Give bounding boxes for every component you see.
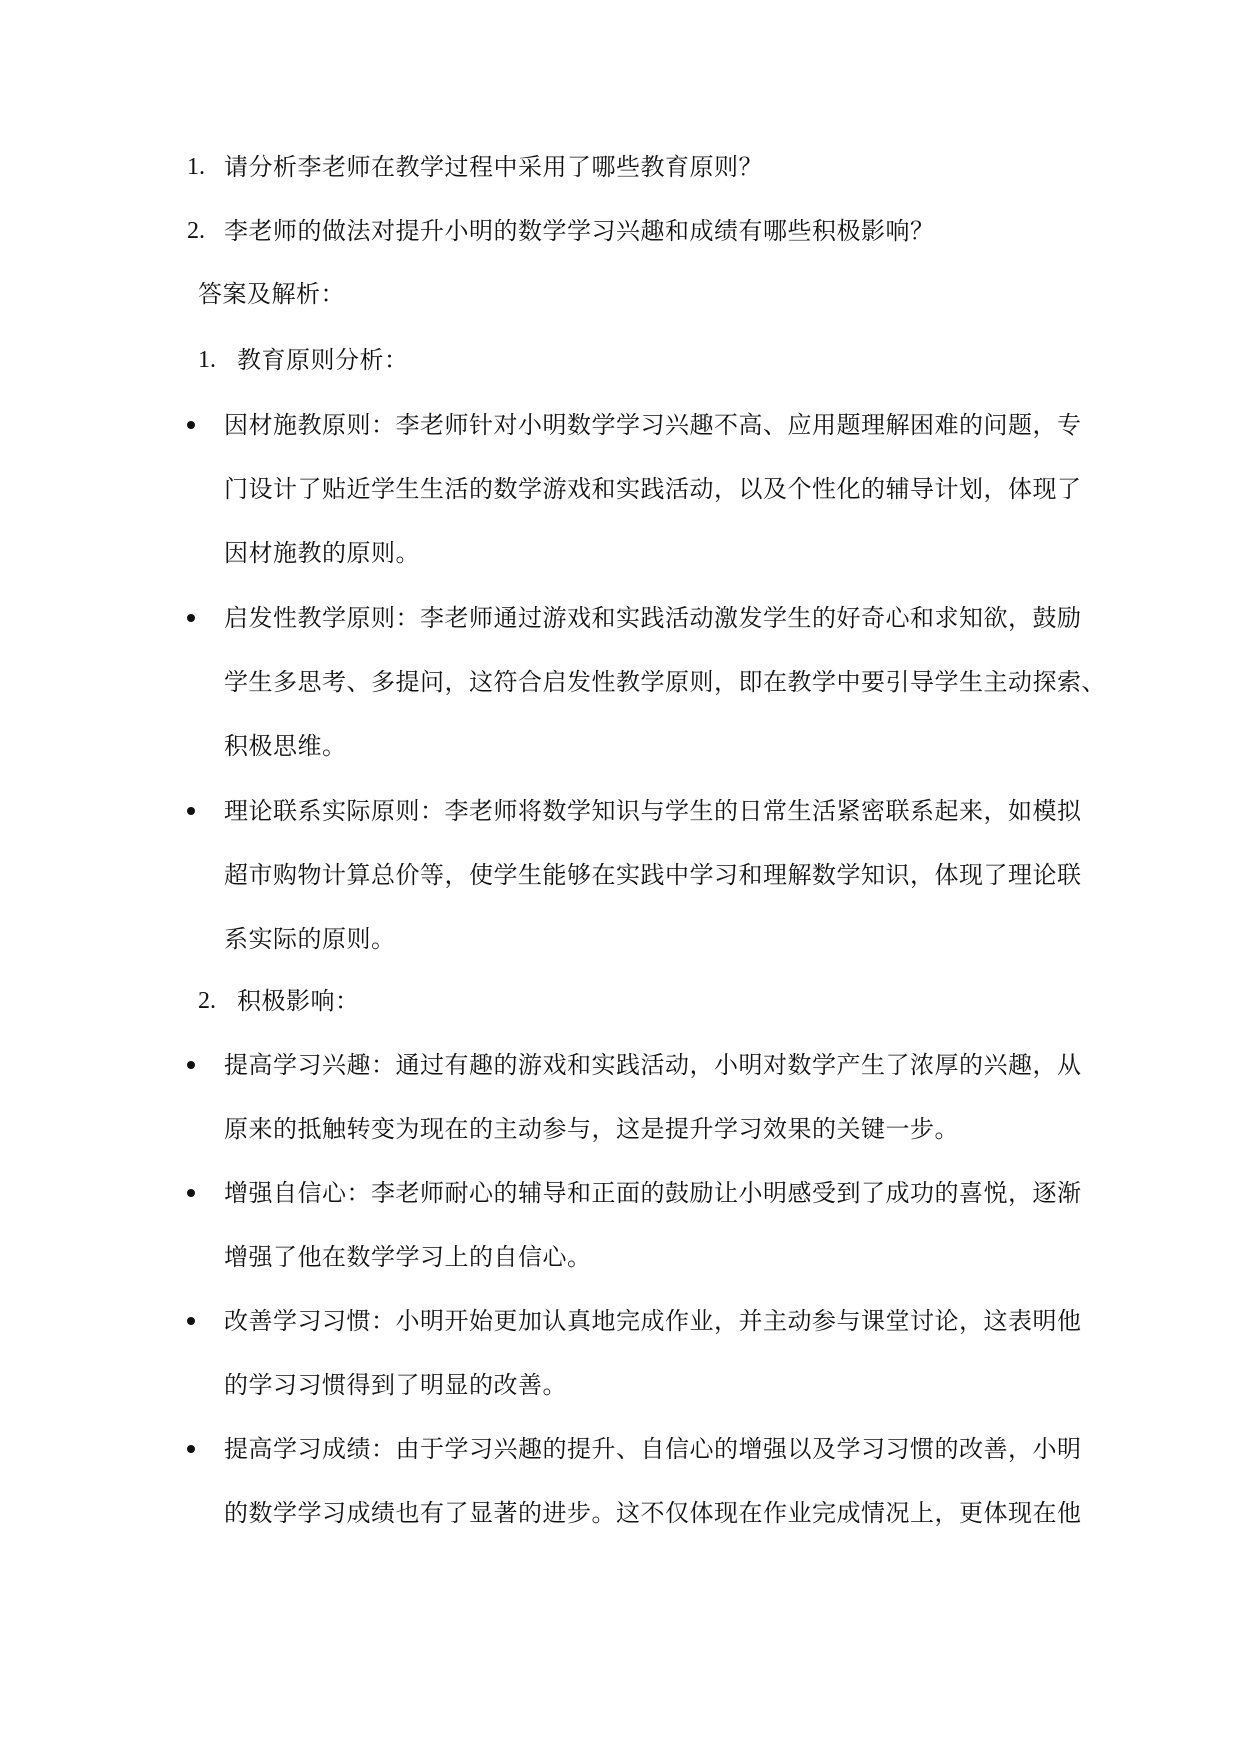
section-2-title: 积极影响： bbox=[237, 987, 360, 1015]
s1-b1-line-3: 因材施教的原则。 bbox=[224, 539, 420, 567]
s1-b2-line-1: 启发性教学原则：李老师通过游戏和实践活动激发学生的好奇心和求知欲，鼓励 bbox=[224, 604, 1082, 632]
s1-b3-line-2: 超市购物计算总价等，使学生能够在实践中学习和理解数学知识，体现了理论联 bbox=[224, 861, 1082, 889]
s1-b2-line-3: 积极思维。 bbox=[224, 732, 347, 760]
s2-b2-line-1: 增强自信心：李老师耐心的辅导和正面的鼓励让小明感受到了成功的喜悦，逐渐 bbox=[224, 1179, 1082, 1207]
bullet-icon bbox=[187, 1189, 195, 1197]
s2-b1-line-2: 原来的抵触转变为现在的主动参与，这是提升学习效果的关键一步。 bbox=[224, 1115, 959, 1143]
question-2-number: 2. bbox=[187, 218, 205, 244]
s1-b1-line-1: 因材施教原则：李老师针对小明数学学习兴趣不高、应用题理解困难的问题，专 bbox=[224, 411, 1082, 439]
s2-b1-line-1: 提高学习兴趣：通过有趣的游戏和实践活动，小明对数学产生了浓厚的兴趣，从 bbox=[224, 1051, 1082, 1079]
s1-b2-line-2: 学生多思考、多提问，这符合启发性教学原则，即在教学中要引导学生主动探索、 bbox=[224, 668, 1106, 696]
s1-b3-line-1: 理论联系实际原则：李老师将数学知识与学生的日常生活紧密联系起来，如模拟 bbox=[224, 797, 1082, 825]
bullet-icon bbox=[187, 1061, 195, 1069]
s1-b3-line-3: 系实际的原则。 bbox=[224, 925, 396, 953]
s2-b3-line-1: 改善学习习惯：小明开始更加认真地完成作业，并主动参与课堂讨论，这表明他 bbox=[224, 1307, 1082, 1335]
s1-b1-line-2: 门设计了贴近学生生活的数学游戏和实践活动，以及个性化的辅导计划，体现了 bbox=[224, 475, 1082, 503]
s2-b2-line-2: 增强了他在数学学习上的自信心。 bbox=[224, 1243, 592, 1271]
question-2-text: 李老师的做法对提升小明的数学学习兴趣和成绩有哪些积极影响？ bbox=[224, 217, 935, 245]
section-1-title: 教育原则分析： bbox=[237, 346, 409, 374]
question-1-text: 请分析李老师在教学过程中采用了哪些教育原则？ bbox=[224, 153, 763, 181]
section-1-number: 1. bbox=[198, 347, 216, 373]
answer-heading: 答案及解析： bbox=[198, 280, 345, 308]
bullet-icon bbox=[187, 807, 195, 815]
bullet-icon bbox=[187, 1317, 195, 1325]
bullet-icon bbox=[187, 614, 195, 622]
s2-b4-line-2: 的数学学习成绩也有了显著的进步。这不仅体现在作业完成情况上，更体现在他 bbox=[224, 1499, 1082, 1527]
section-2-number: 2. bbox=[198, 988, 216, 1014]
bullet-icon bbox=[187, 421, 195, 429]
question-1-number: 1. bbox=[187, 154, 205, 180]
s2-b3-line-2: 的学习习惯得到了明显的改善。 bbox=[224, 1371, 567, 1399]
s2-b4-line-1: 提高学习成绩：由于学习兴趣的提升、自信心的增强以及学习习惯的改善，小明 bbox=[224, 1435, 1082, 1463]
bullet-icon bbox=[187, 1445, 195, 1453]
